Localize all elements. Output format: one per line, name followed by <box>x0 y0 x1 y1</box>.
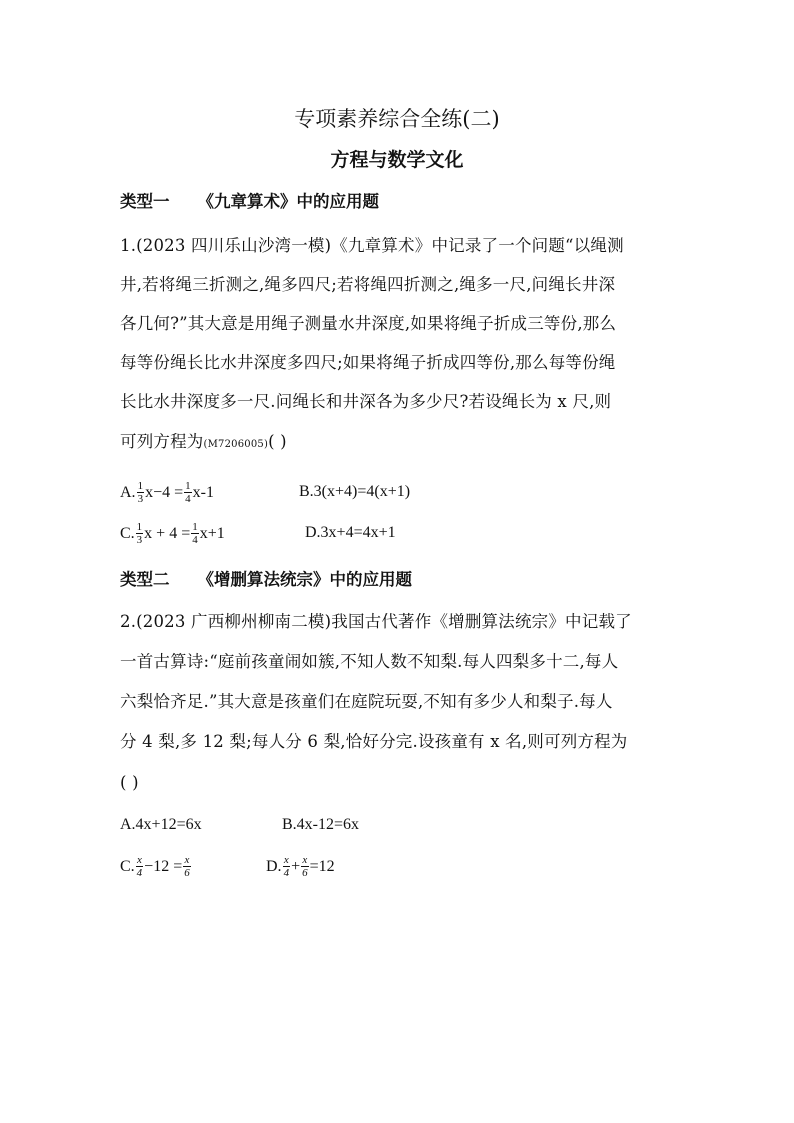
question-1-last-text: 可列方程为 <box>120 432 204 451</box>
numerator: 1 <box>185 480 191 492</box>
denominator: 3 <box>137 493 144 505</box>
fraction <box>137 480 145 505</box>
denominator: 4 <box>283 867 290 879</box>
question-code: (M7206005) <box>203 439 269 450</box>
numerator: x <box>136 854 142 866</box>
option-middle: −12 = <box>144 858 183 876</box>
denominator: 4 <box>185 493 191 505</box>
option-prefix: C. <box>120 525 135 543</box>
option-prefix: C. <box>120 858 135 876</box>
option-a <box>120 481 214 506</box>
denominator: 4 <box>192 534 198 546</box>
page-subtitle: 方程与数学文化 <box>330 149 464 171</box>
option-tail: x+1 <box>199 525 225 543</box>
fraction <box>301 854 309 879</box>
option-c <box>120 522 225 547</box>
section-name: 《增删算法统宗》中的应用题 <box>197 570 412 589</box>
answer-blank: ( ) <box>268 432 287 451</box>
fraction <box>283 854 291 879</box>
fraction <box>136 521 144 546</box>
denominator: 3 <box>136 534 143 546</box>
question-1-line-6 <box>120 428 287 452</box>
question-1-line-1: 1.(2023 四川乐山沙湾一模)《九章算术》中记录了一个问题“以绳测 <box>120 236 624 255</box>
question-2-line-1: 2.(2023 广西柳州柳南二模)我国古代著作《增删算法统宗》中记载了 <box>120 612 632 631</box>
denominator: 6 <box>302 867 308 879</box>
section-heading-2 <box>120 566 412 590</box>
question-2-line-3: 六梨恰齐足.”其大意是孩童们在庭院玩耍,不知有多少人和梨子.每人 <box>120 692 613 711</box>
numerator: 1 <box>137 480 144 492</box>
option-middle: x−4 = <box>145 484 184 502</box>
option-tail: =12 <box>309 858 335 876</box>
question-1-line-4: 每等份绳长比水井深度多四尺;如果将绳子折成四等份,那么每等份绳 <box>120 353 616 372</box>
fraction <box>191 521 199 546</box>
option-prefix: D. <box>266 858 282 876</box>
section-label: 类型一 <box>120 192 170 211</box>
question-1-line-2: 井,若将绳三折测之,绳多四尺;若将绳四折测之,绳多一尺,问绳长井深 <box>120 275 616 294</box>
option-d: D.3x+4=4x+1 <box>305 524 396 541</box>
numerator: x <box>184 854 190 866</box>
numerator: x <box>283 854 289 866</box>
option-d-2 <box>266 855 335 880</box>
numerator: x <box>302 854 308 866</box>
option-middle: + <box>291 858 301 876</box>
fraction <box>136 854 144 879</box>
option-middle: x + 4 = <box>144 525 191 543</box>
page-title: 专项素养综合全练(二) <box>294 107 500 131</box>
section-label: 类型二 <box>120 570 170 589</box>
option-c-2 <box>120 855 192 880</box>
numerator: 1 <box>192 521 198 533</box>
section-name: 《九章算术》中的应用题 <box>197 192 379 211</box>
option-tail: x-1 <box>192 484 214 502</box>
option-b-2: B.4x-12=6x <box>282 816 360 833</box>
section-heading-1 <box>120 188 379 212</box>
option-a-2: A.4x+12=6x <box>120 816 202 833</box>
option-b: B.3(x+4)=4(x+1) <box>299 483 411 500</box>
question-2-line-4: 分 4 梨,多 12 梨;每人分 6 梨,恰好分完.设孩童有 x 名,则可列方程为 <box>120 732 628 751</box>
fraction <box>183 854 191 879</box>
option-prefix: A. <box>120 484 136 502</box>
denominator: 4 <box>136 867 143 879</box>
fraction <box>184 480 192 505</box>
question-1-line-5: 长比水井深度多一尺.问绳长和井深各为多少尺?若设绳长为 x 尺,则 <box>120 392 612 411</box>
question-2-line-5: ( ) <box>120 773 139 792</box>
denominator: 6 <box>184 867 190 879</box>
question-2-line-2: 一首古算诗:“庭前孩童闹如簇,不知人数不知梨.每人四梨多十二,每人 <box>120 652 619 671</box>
question-1-line-3: 各几何?”其大意是用绳子测量水井深度,如果将绳子折成三等份,那么 <box>120 314 617 333</box>
numerator: 1 <box>136 521 143 533</box>
